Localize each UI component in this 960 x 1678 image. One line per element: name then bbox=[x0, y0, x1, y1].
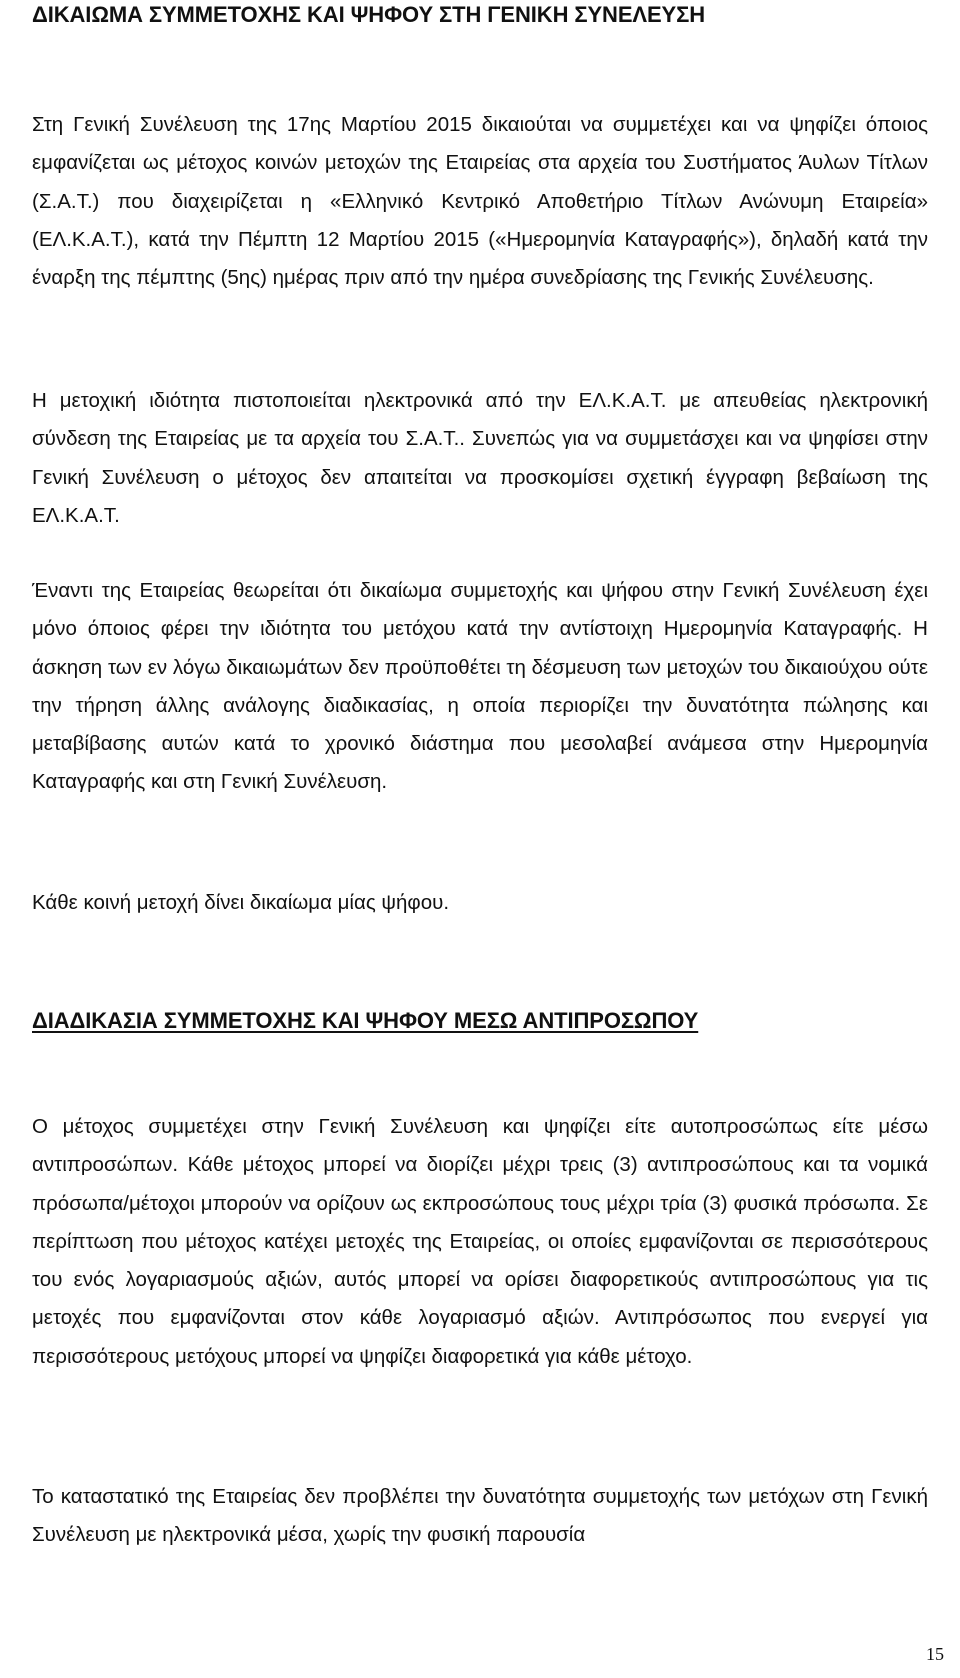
paragraph-record-date: Στη Γενική Συνέλευση της 17ης Μαρτίου 2015 δικαιούται να συμμετέχει και να ψηφίζει όποιος εμφανίζεται ως μέτοχος κοινών μετοχών της Εταιρείας στα αρχεία του Συστήματος Άυλων Τίτλων (Σ.Α.Τ.) που διαχειρίζεται η «Ελληνικό Κεντρικό Αποθετήριο Τίτλων Ανώνυμη Εταιρεία» (ΕΛ.Κ.Α.Τ.), κατά την Πέμπτη 12 Μαρτίου 2015 («Ημερομηνία Καταγραφής»), δηλαδή κατά την έναρξη της πέμπτης (5ης) ημέρας πριν από την ημέρα συνεδρίασης της Γενικής Συνέλευσης. bbox=[32, 113, 928, 290]
paragraph-articles-of-association: Το καταστατικό της Εταιρείας δεν προβλέπει την δυνατότητα συμμετοχής των μετόχων στη Γενική Συνέλευση με ηλεκτρονικά μέσα, χωρίς την φυσική παρουσία bbox=[32, 1485, 928, 1547]
paragraph-one-vote: Κάθε κοινή μετοχή δίνει δικαίωμα μίας ψήφου. bbox=[32, 891, 450, 914]
paragraph-certification: Η μετοχική ιδιότητα πιστοποιείται ηλεκτρονικά από την ΕΛ.Κ.Α.Τ. με απευθείας ηλεκτρονική σύνδεση της Εταιρείας με τα αρχεία του Σ.Α.Τ.. Συνεπώς για να συμμετάσχει και να ψηφίσει στην Γενική Συνέλευση ο μέτοχος δεν απαιτείται να προσκομίσει σχετική έγγραφη βεβαίωση της ΕΛ.Κ.Α.Τ. bbox=[32, 389, 928, 527]
section-heading-proxy-procedure: ΔΙΑΔΙΚΑΣΙΑ ΣΥΜΜΕΤΟΧΗΣ ΚΑΙ ΨΗΦΟΥ ΜΕΣΩ ΑΝΤΙΠΡΟΣΩΠΟΥ bbox=[32, 1008, 699, 1033]
paragraph-proxy: Ο μέτοχος συμμετέχει στην Γενική Συνέλευση και ψηφίζει είτε αυτοπροσώπως είτε μέσω αντιπροσώπων. Κάθε μέτοχος μπορεί να διορίζει μέχρι τρεις (3) αντιπροσώπους και τα νομικά πρόσωπα/μέτοχοι μπορούν να ορίζουν ως εκπροσώπους τους μέχρι τρία (3) φυσικά πρόσωπα. Σε περίπτωση που μέτοχος κατέχει μετοχές της Εταιρείας, οι οποίες εμφανίζονται σε περισσότερους του ενός λογαριασμούς αξιών, αυτός μπορεί να ορίσει διαφορετικούς αντιπροσώπους για τις μετοχές που εμφανίζονται στον κάθε λογαριασμό αξιών. Αντιπρόσωπος που ενεργεί για περισσότερους μετόχους μπορεί να ψηφίζει διαφορετικά για κάθε μέτοχο. bbox=[32, 1115, 928, 1368]
paragraph-rights: Έναντι της Εταιρείας θεωρείται ότι δικαίωμα συμμετοχής και ψήφου στην Γενική Συνέλευση έχει μόνο όποιος φέρει την ιδιότητα του μετόχου κατά την αντίστοιχη Ημερομηνία Καταγραφής. Η άσκηση των εν λόγω δικαιωμάτων δεν προϋποθέτει τη δέσμευση των μετοχών του δικαιούχου ούτε την τήρηση άλλης ανάλογης διαδικασίας, η οποία περιορίζει την δυνατότητα πώλησης και μεταβίβασης αυτών κατά το χρονικό διάστημα που μεσολαβεί ανάμεσα στην Ημερομηνία Καταγραφής και στη Γενική Συνέλευση. bbox=[32, 579, 928, 794]
page-number: 15 bbox=[926, 1644, 944, 1664]
section-heading-participation-rights: ΔΙΚΑΙΩΜΑ ΣΥΜΜΕΤΟΧΗΣ ΚΑΙ ΨΗΦΟΥ ΣΤΗ ΓΕΝΙΚΗ ΣΥΝΕΛΕΥΣΗ bbox=[32, 2, 706, 27]
